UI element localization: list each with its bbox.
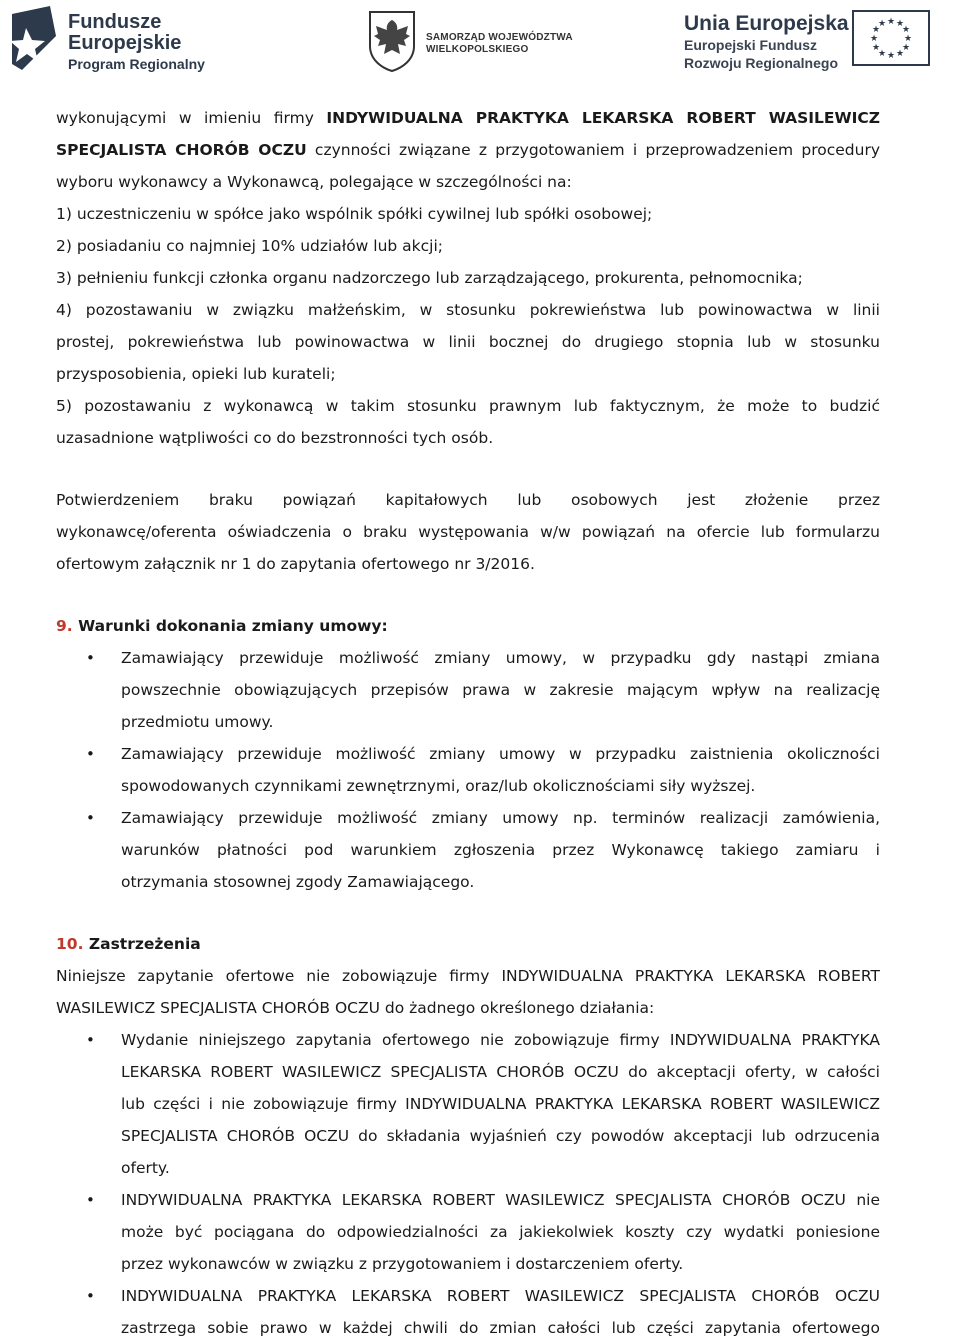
section-10-bullet-1: • Wydanie niniejszego zapytania ofertowego nie zobowiązuje firmy INDYWIDUALNA PRAKTYKA LEKARSKA ROBERT WASILEWICZ SPECJALISTA CHORÓB OCZU do akceptacji oferty, w całości lub części i nie zobowiązuje firmy INDYWIDUALNA PRAKTYKA LEKARSKA ROBERT WASILEWICZ SPECJALISTA CHORÓB OCZU do składania wyjaśnień czy powodów akceptacji lub odrzucenia oferty. [56,1024,880,1184]
eagle-crest-icon [366,10,418,72]
svg-text:★: ★ [886,51,896,61]
fe-line-3: Program Regionalny [68,56,205,72]
svg-text:★: ★ [877,49,887,59]
ue-line-2: Rozwoju Regionalnego [684,55,838,71]
section-10-bullet-2: • INDYWIDUALNA PRAKTYKA LEKARSKA ROBERT WASILEWICZ SPECJALISTA CHORÓB OCZU nie może być pociągana do odpowiedzialności za jakiekolwiek koszty czy wydatki poniesione przez wykonawców w związku z przygotowaniem i dostarczeniem oferty. [56,1184,880,1280]
svg-text:★: ★ [903,34,913,44]
fe-star-icon [10,6,62,72]
section-9-heading: 9. Warunki dokonania zmiany umowy: [56,617,388,635]
ue-title: Unia Europejska [684,12,849,35]
samorzad-wojewodztwa-logo [366,10,586,74]
svg-text:★: ★ [901,25,911,35]
p2-line-3: ofertowym załącznik nr 1 do zapytania ofertowego nr 3/2016. [56,555,535,573]
bullet-icon: • [86,1287,95,1305]
p1-line-3: wyboru wykonawcy a Wykonawcą, polegające w szczególności na: [56,173,572,191]
svg-text:★: ★ [886,17,896,27]
bullet-icon: • [86,649,95,667]
fundusze-europejskie-logo [10,4,210,76]
section-10-intro-2: WASILEWICZ SPECJALISTA CHORÓB OCZU do żadnego określonego działania: [56,999,655,1017]
svg-text:★: ★ [877,19,887,29]
svg-text:★: ★ [869,34,879,44]
bullet-icon: • [86,1031,95,1049]
sw-line-1: SAMORZĄD WOJEWÓDZTWA [426,32,573,43]
p1-line-2: SPECJALISTA CHORÓB OCZU czynności związane z przygotowaniem i przeprowadzeniem procedury [56,141,880,159]
list-item-3: 3) pełnieniu funkcji członka organu nadzorczego lub zarządzającego, prokurenta, pełnomocnika; [56,269,803,287]
unia-europejska-logo [684,10,946,74]
section-10-bullet-3: • INDYWIDUALNA PRAKTYKA LEKARSKA ROBERT WASILEWICZ SPECJALISTA CHORÓB OCZU zastrzega sobie prawo w każdej chwili do zmian całości lub części zapytania ofertowego [56,1280,880,1344]
ue-line-1: Europejski Fundusz [684,37,818,53]
fe-line-1: Fundusze [68,11,162,33]
list-item-2: 2) posiadaniu co najmniej 10% udziałów lub akcji; [56,237,444,255]
svg-text:★: ★ [895,19,905,29]
svg-text:★: ★ [895,49,905,59]
bullet-icon: • [86,745,95,763]
document-body [56,102,880,1344]
company-name: INDYWIDUALNA PRAKTYKA LEKARSKA ROBERT WASILEWICZ [326,109,880,127]
svg-text:★: ★ [871,43,881,53]
bullet-icon: • [86,809,95,827]
list-item-5-end: uzasadnione wątpliwości co do bezstronności tych osób. [56,429,494,447]
list-item-4: 4) pozostawaniu w związku małżeńskim, w stosunku pokrewieństwa lub powinowactwa w linii [56,301,880,319]
section-9-bullet-3: • Zamawiający przewiduje możliwość zmiany umowy np. terminów realizacji zamówienia, warunków płatności pod warunkiem zgłoszenia przez Wykonawcę takiego zamiaru i otrzymania stosownej zgody Zamawiającego. [56,802,880,898]
eu-flag-icon [852,10,930,66]
fe-line-2: Europejskie [68,32,182,54]
bullet-icon: • [86,1191,95,1209]
section-9-bullet-2: • Zamawiający przewiduje możliwość zmiany umowy w przypadku zaistnienia okoliczności spowodowanych czynnikami zewnętrznymi, oraz/lub okolicznościami siły wyższej. [56,738,880,802]
section-10-intro-1: Niniejsze zapytanie ofertowe nie zobowiązuje firmy INDYWIDUALNA PRAKTYKA LEKARSKA ROBERT [56,967,880,985]
svg-text:★: ★ [871,25,881,35]
p1-line-1: wykonującymi w imieniu firmy INDYWIDUALNA PRAKTYKA LEKARSKA ROBERT WASILEWICZ [56,109,880,127]
section-10-heading: 10. Zastrzeżenia [56,935,201,953]
section-9-bullet-1: • Zamawiający przewiduje możliwość zmiany umowy, w przypadku gdy nastąpi zmiana powszechnie obowiązujących przepisów prawa w zakresie mającym wpływ na realizację przedmiotu umowy. [56,642,880,738]
list-item-1: 1) uczestniczeniu w spółce jako wspólnik spółki cywilnej lub spółki osobowej; [56,205,653,223]
list-item-4-cont: prostej, pokrewieństwa lub powinowactwa w linii bocznej do drugiego stopnia lub w stosunku [56,333,880,351]
company-name-cont: SPECJALISTA CHORÓB OCZU [56,141,307,159]
sw-line-2: WIELKOPOLSKIEGO [426,44,529,55]
svg-text:★: ★ [901,43,911,53]
p2-line-1: Potwierdzeniem braku powiązań kapitałowych lub osobowych jest złożenie przez [56,491,880,509]
p2-line-2: wykonawcę/oferenta oświadczenia o braku występowania w/w powiązań na ofercie lub formularzu [56,523,880,541]
list-item-5: 5) pozostawaniu z wykonawcą w takim stosunku prawnym lub faktycznym, że może to budzić [56,397,880,415]
list-item-4-end: przysposobienia, opieki lub kurateli; [56,365,336,383]
page-header [0,0,960,82]
